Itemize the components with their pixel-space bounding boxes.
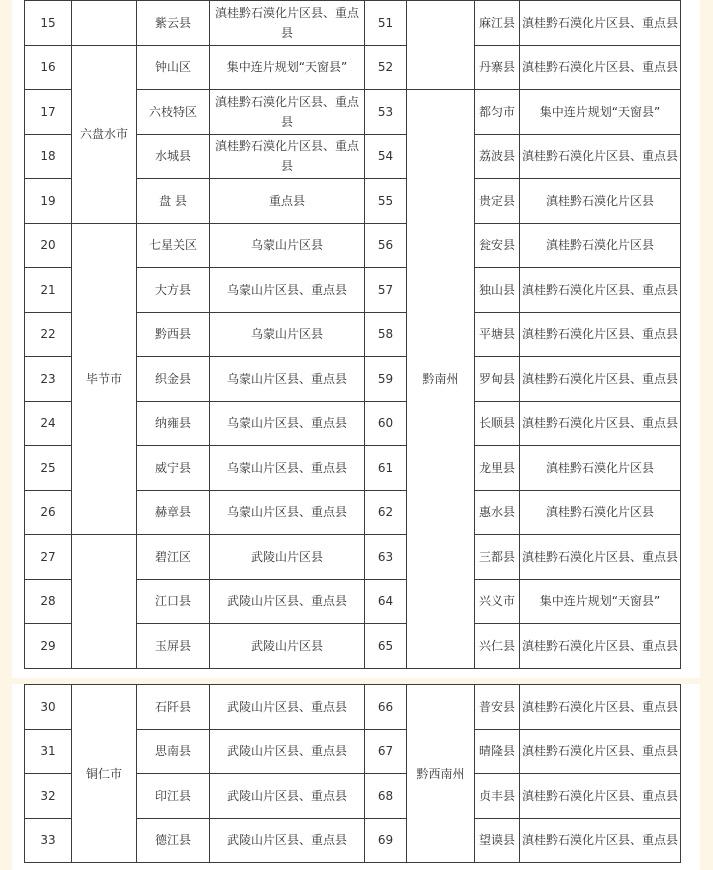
row-number-cell: 53 (365, 90, 407, 135)
county-name-cell: 兴仁县 (475, 624, 520, 669)
county-type-cell: 武陵山片区县、重点县 (210, 685, 365, 730)
county-type-cell: 滇桂黔石漠化片区县、重点县 (520, 774, 681, 819)
city-group-cell: 六盘水市 (72, 45, 137, 223)
county-name-cell: 织金县 (137, 357, 210, 402)
county-type-cell: 滇桂黔石漠化片区县、重点县 (520, 134, 681, 179)
row-number-cell: 62 (365, 490, 407, 535)
county-name-cell: 碧江区 (137, 535, 210, 580)
row-number-cell: 15 (25, 1, 72, 46)
county-type-cell: 乌蒙山片区县、重点县 (210, 446, 365, 491)
county-name-cell: 长顺县 (475, 401, 520, 446)
county-name-cell: 晴隆县 (475, 729, 520, 774)
county-type-cell: 武陵山片区县、重点县 (210, 818, 365, 863)
county-name-cell: 独山县 (475, 268, 520, 313)
county-type-cell: 滇桂黔石漠化片区县、重点县 (520, 818, 681, 863)
row-number-cell: 16 (25, 45, 72, 90)
county-name-cell: 大方县 (137, 268, 210, 313)
county-name-cell: 七星关区 (137, 223, 210, 268)
county-type-cell: 滇桂黔石漠化片区县、重点县 (520, 401, 681, 446)
county-type-cell: 滇桂黔石漠化片区县、重点县 (520, 1, 681, 46)
county-name-cell: 钟山区 (137, 45, 210, 90)
row-number-cell: 57 (365, 268, 407, 313)
county-type-cell: 武陵山片区县、重点县 (210, 774, 365, 819)
county-type-cell: 滇桂黔石漠化片区县、重点县 (520, 685, 681, 730)
county-name-cell: 思南县 (137, 729, 210, 774)
row-number-cell: 52 (365, 45, 407, 90)
county-name-cell: 都匀市 (475, 90, 520, 135)
city-group-cell: 毕节市 (72, 223, 137, 535)
row-number-cell: 33 (25, 818, 72, 863)
row-number-cell: 20 (25, 223, 72, 268)
row-number-cell: 64 (365, 579, 407, 624)
county-type-cell: 滇桂黔石漠化片区县 (520, 490, 681, 535)
row-number-cell: 65 (365, 624, 407, 669)
county-name-cell: 盘 县 (137, 179, 210, 224)
city-group-cell: 铜仁市 (72, 685, 137, 863)
table-panel-top (12, 0, 700, 678)
county-name-cell: 石阡县 (137, 685, 210, 730)
county-name-cell: 平塘县 (475, 312, 520, 357)
county-type-cell: 滇桂黔石漠化片区县、重点县 (520, 45, 681, 90)
row-number-cell: 55 (365, 179, 407, 224)
county-type-cell: 乌蒙山片区县、重点县 (210, 401, 365, 446)
county-name-cell: 麻江县 (475, 1, 520, 46)
county-name-cell: 三都县 (475, 535, 520, 580)
county-name-cell: 六枝特区 (137, 90, 210, 135)
county-name-cell: 纳雍县 (137, 401, 210, 446)
county-type-cell: 武陵山片区县、重点县 (210, 579, 365, 624)
county-name-cell: 紫云县 (137, 1, 210, 46)
county-type-cell: 滇桂黔石漠化片区县 (520, 179, 681, 224)
row-number-cell: 59 (365, 357, 407, 402)
county-type-cell: 乌蒙山片区县、重点县 (210, 268, 365, 313)
row-number-cell: 30 (25, 685, 72, 730)
county-name-cell: 瓮安县 (475, 223, 520, 268)
county-type-cell: 滇桂黔石漠化片区县、重点县 (520, 535, 681, 580)
row-number-cell: 61 (365, 446, 407, 491)
county-name-cell: 普安县 (475, 685, 520, 730)
county-type-cell: 集中连片规划“天窗县” (520, 90, 681, 135)
row-number-cell: 58 (365, 312, 407, 357)
row-number-cell: 63 (365, 535, 407, 580)
row-number-cell: 19 (25, 179, 72, 224)
row-number-cell: 31 (25, 729, 72, 774)
county-name-cell: 惠水县 (475, 490, 520, 535)
county-type-cell: 滇桂黔石漠化片区县、重点县 (520, 729, 681, 774)
county-table-bottom (24, 684, 681, 863)
county-type-cell: 滇桂黔石漠化片区县、重点县 (520, 268, 681, 313)
row-number-cell: 67 (365, 729, 407, 774)
county-name-cell: 玉屏县 (137, 624, 210, 669)
city-group-cell (72, 535, 137, 669)
row-number-cell: 28 (25, 579, 72, 624)
county-type-cell: 滇桂黔石漠化片区县、重点县 (210, 134, 365, 179)
row-number-cell: 60 (365, 401, 407, 446)
row-number-cell: 26 (25, 490, 72, 535)
row-number-cell: 25 (25, 446, 72, 491)
county-name-cell: 兴义市 (475, 579, 520, 624)
county-name-cell: 罗甸县 (475, 357, 520, 402)
county-name-cell: 江口县 (137, 579, 210, 624)
row-number-cell: 29 (25, 624, 72, 669)
county-name-cell: 赫章县 (137, 490, 210, 535)
county-name-cell: 德江县 (137, 818, 210, 863)
table-row (25, 685, 681, 730)
county-type-cell: 滇桂黔石漠化片区县、重点县 (520, 357, 681, 402)
row-number-cell: 27 (25, 535, 72, 580)
county-type-cell: 集中连片规划“天窗县” (520, 579, 681, 624)
county-type-cell: 乌蒙山片区县、重点县 (210, 490, 365, 535)
county-type-cell: 滇桂黔石漠化片区县、重点县 (210, 1, 365, 46)
county-type-cell: 武陵山片区县 (210, 624, 365, 669)
row-number-cell: 22 (25, 312, 72, 357)
prefecture-group-cell (407, 1, 475, 90)
county-type-cell: 武陵山片区县 (210, 535, 365, 580)
county-type-cell: 滇桂黔石漠化片区县、重点县 (210, 90, 365, 135)
row-number-cell: 17 (25, 90, 72, 135)
row-number-cell: 69 (365, 818, 407, 863)
county-type-cell: 滇桂黔石漠化片区县 (520, 223, 681, 268)
county-name-cell: 丹寨县 (475, 45, 520, 90)
row-number-cell: 21 (25, 268, 72, 313)
county-type-cell: 武陵山片区县、重点县 (210, 729, 365, 774)
county-type-cell: 滇桂黔石漠化片区县、重点县 (520, 624, 681, 669)
row-number-cell: 23 (25, 357, 72, 402)
row-number-cell: 66 (365, 685, 407, 730)
county-type-cell: 乌蒙山片区县 (210, 223, 365, 268)
row-number-cell: 54 (365, 134, 407, 179)
row-number-cell: 18 (25, 134, 72, 179)
county-name-cell: 黔西县 (137, 312, 210, 357)
county-name-cell: 威宁县 (137, 446, 210, 491)
row-number-cell: 68 (365, 774, 407, 819)
county-name-cell: 贞丰县 (475, 774, 520, 819)
row-number-cell: 56 (365, 223, 407, 268)
county-name-cell: 龙里县 (475, 446, 520, 491)
county-type-cell: 乌蒙山片区县 (210, 312, 365, 357)
county-type-cell: 重点县 (210, 179, 365, 224)
county-name-cell: 荔波县 (475, 134, 520, 179)
row-number-cell: 32 (25, 774, 72, 819)
county-type-cell: 集中连片规划“天窗县” (210, 45, 365, 90)
table-panel-bottom (12, 684, 700, 870)
county-name-cell: 水城县 (137, 134, 210, 179)
row-number-cell: 51 (365, 1, 407, 46)
table-row (25, 45, 681, 90)
county-name-cell: 印江县 (137, 774, 210, 819)
row-number-cell: 24 (25, 401, 72, 446)
city-group-cell (72, 1, 137, 46)
table-row (25, 535, 681, 580)
county-name-cell: 贵定县 (475, 179, 520, 224)
table-row (25, 223, 681, 268)
county-name-cell: 望谟县 (475, 818, 520, 863)
county-type-cell: 滇桂黔石漠化片区县 (520, 446, 681, 491)
table-row (25, 1, 681, 46)
prefecture-group-cell: 黔西南州 (407, 685, 475, 863)
county-type-cell: 滇桂黔石漠化片区县、重点县 (520, 312, 681, 357)
prefecture-group-cell: 黔南州 (407, 90, 475, 669)
county-table-top (24, 0, 681, 669)
county-type-cell: 乌蒙山片区县、重点县 (210, 357, 365, 402)
